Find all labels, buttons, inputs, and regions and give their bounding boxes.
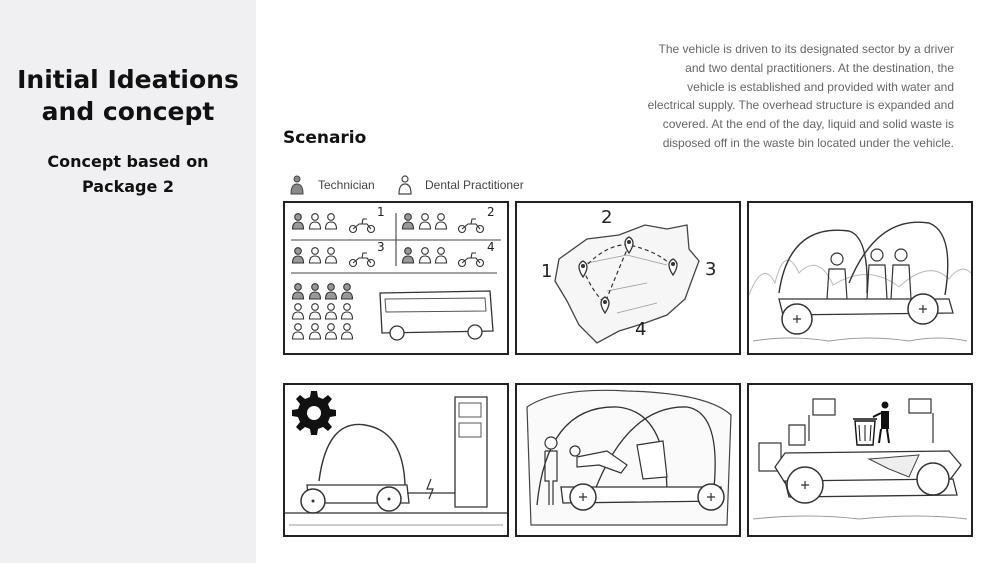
wheel-icon <box>570 484 596 510</box>
panel-setup <box>283 383 509 537</box>
page-title-line-2: and concept <box>41 97 215 126</box>
technician-icon <box>290 175 304 195</box>
legend-label: Technician <box>318 178 375 192</box>
wheel-icon <box>698 484 724 510</box>
scenario-heading: Scenario <box>283 128 367 148</box>
waste-sketch <box>749 385 971 535</box>
team-number: 2 <box>487 205 495 219</box>
passenger-figure <box>891 249 911 299</box>
page-title-line-1: Initial Ideations <box>17 65 239 94</box>
panel-map <box>515 201 741 355</box>
page-subtitle-line-1: Concept based on <box>47 152 209 171</box>
dental-practitioner-icon <box>398 175 412 195</box>
passenger-figure <box>867 249 887 299</box>
wheel-icon <box>301 489 325 513</box>
legend-label: Dental Practitioner <box>425 178 524 192</box>
wheel-icon <box>377 487 401 511</box>
panel-driving <box>747 201 973 355</box>
team-number: 1 <box>377 205 385 219</box>
treatment-sketch <box>517 385 739 535</box>
wheel-icon <box>917 463 949 495</box>
description-line: and two dental practitioners. At the destination, the <box>685 60 954 75</box>
page-subtitle <box>0 149 256 199</box>
setup-sketch <box>285 385 507 535</box>
trash-bin-icon <box>853 402 889 446</box>
scenario-description <box>600 40 954 153</box>
teams-sketch <box>285 203 507 353</box>
panel-teams <box>283 201 509 355</box>
sector-number: 4 <box>635 319 647 340</box>
sidebar <box>0 0 256 563</box>
description-line: The vehicle is driven to its designated sector by a driver <box>658 42 954 56</box>
sector-number: 3 <box>705 259 717 280</box>
wheel-icon <box>787 467 823 503</box>
electric-icon <box>427 479 433 499</box>
team-number: 4 <box>487 240 495 254</box>
sector-number: 2 <box>601 207 613 228</box>
description-line: covered. At the end of the day, liquid and solid waste is <box>662 117 954 132</box>
panel-waste <box>747 383 973 537</box>
wheel-icon <box>782 304 812 334</box>
driver-figure <box>827 253 847 299</box>
page-title <box>0 64 256 128</box>
team-number: 3 <box>377 240 385 254</box>
description-line: vehicle is established and provided with water and <box>687 79 954 94</box>
wheel-icon <box>908 294 938 324</box>
gear-icon <box>292 391 336 435</box>
driving-sketch <box>749 203 971 353</box>
description-line: electrical supply. The overhead structure is expanded and <box>647 98 954 113</box>
panel-treatment <box>515 383 741 537</box>
description-line: disposed off in the waste bin located under the vehicle. <box>662 135 954 150</box>
page-subtitle-line-2: Package 2 <box>81 177 175 196</box>
sector-number: 1 <box>541 261 553 282</box>
bus-icon <box>380 291 493 340</box>
map-sketch <box>517 203 739 353</box>
